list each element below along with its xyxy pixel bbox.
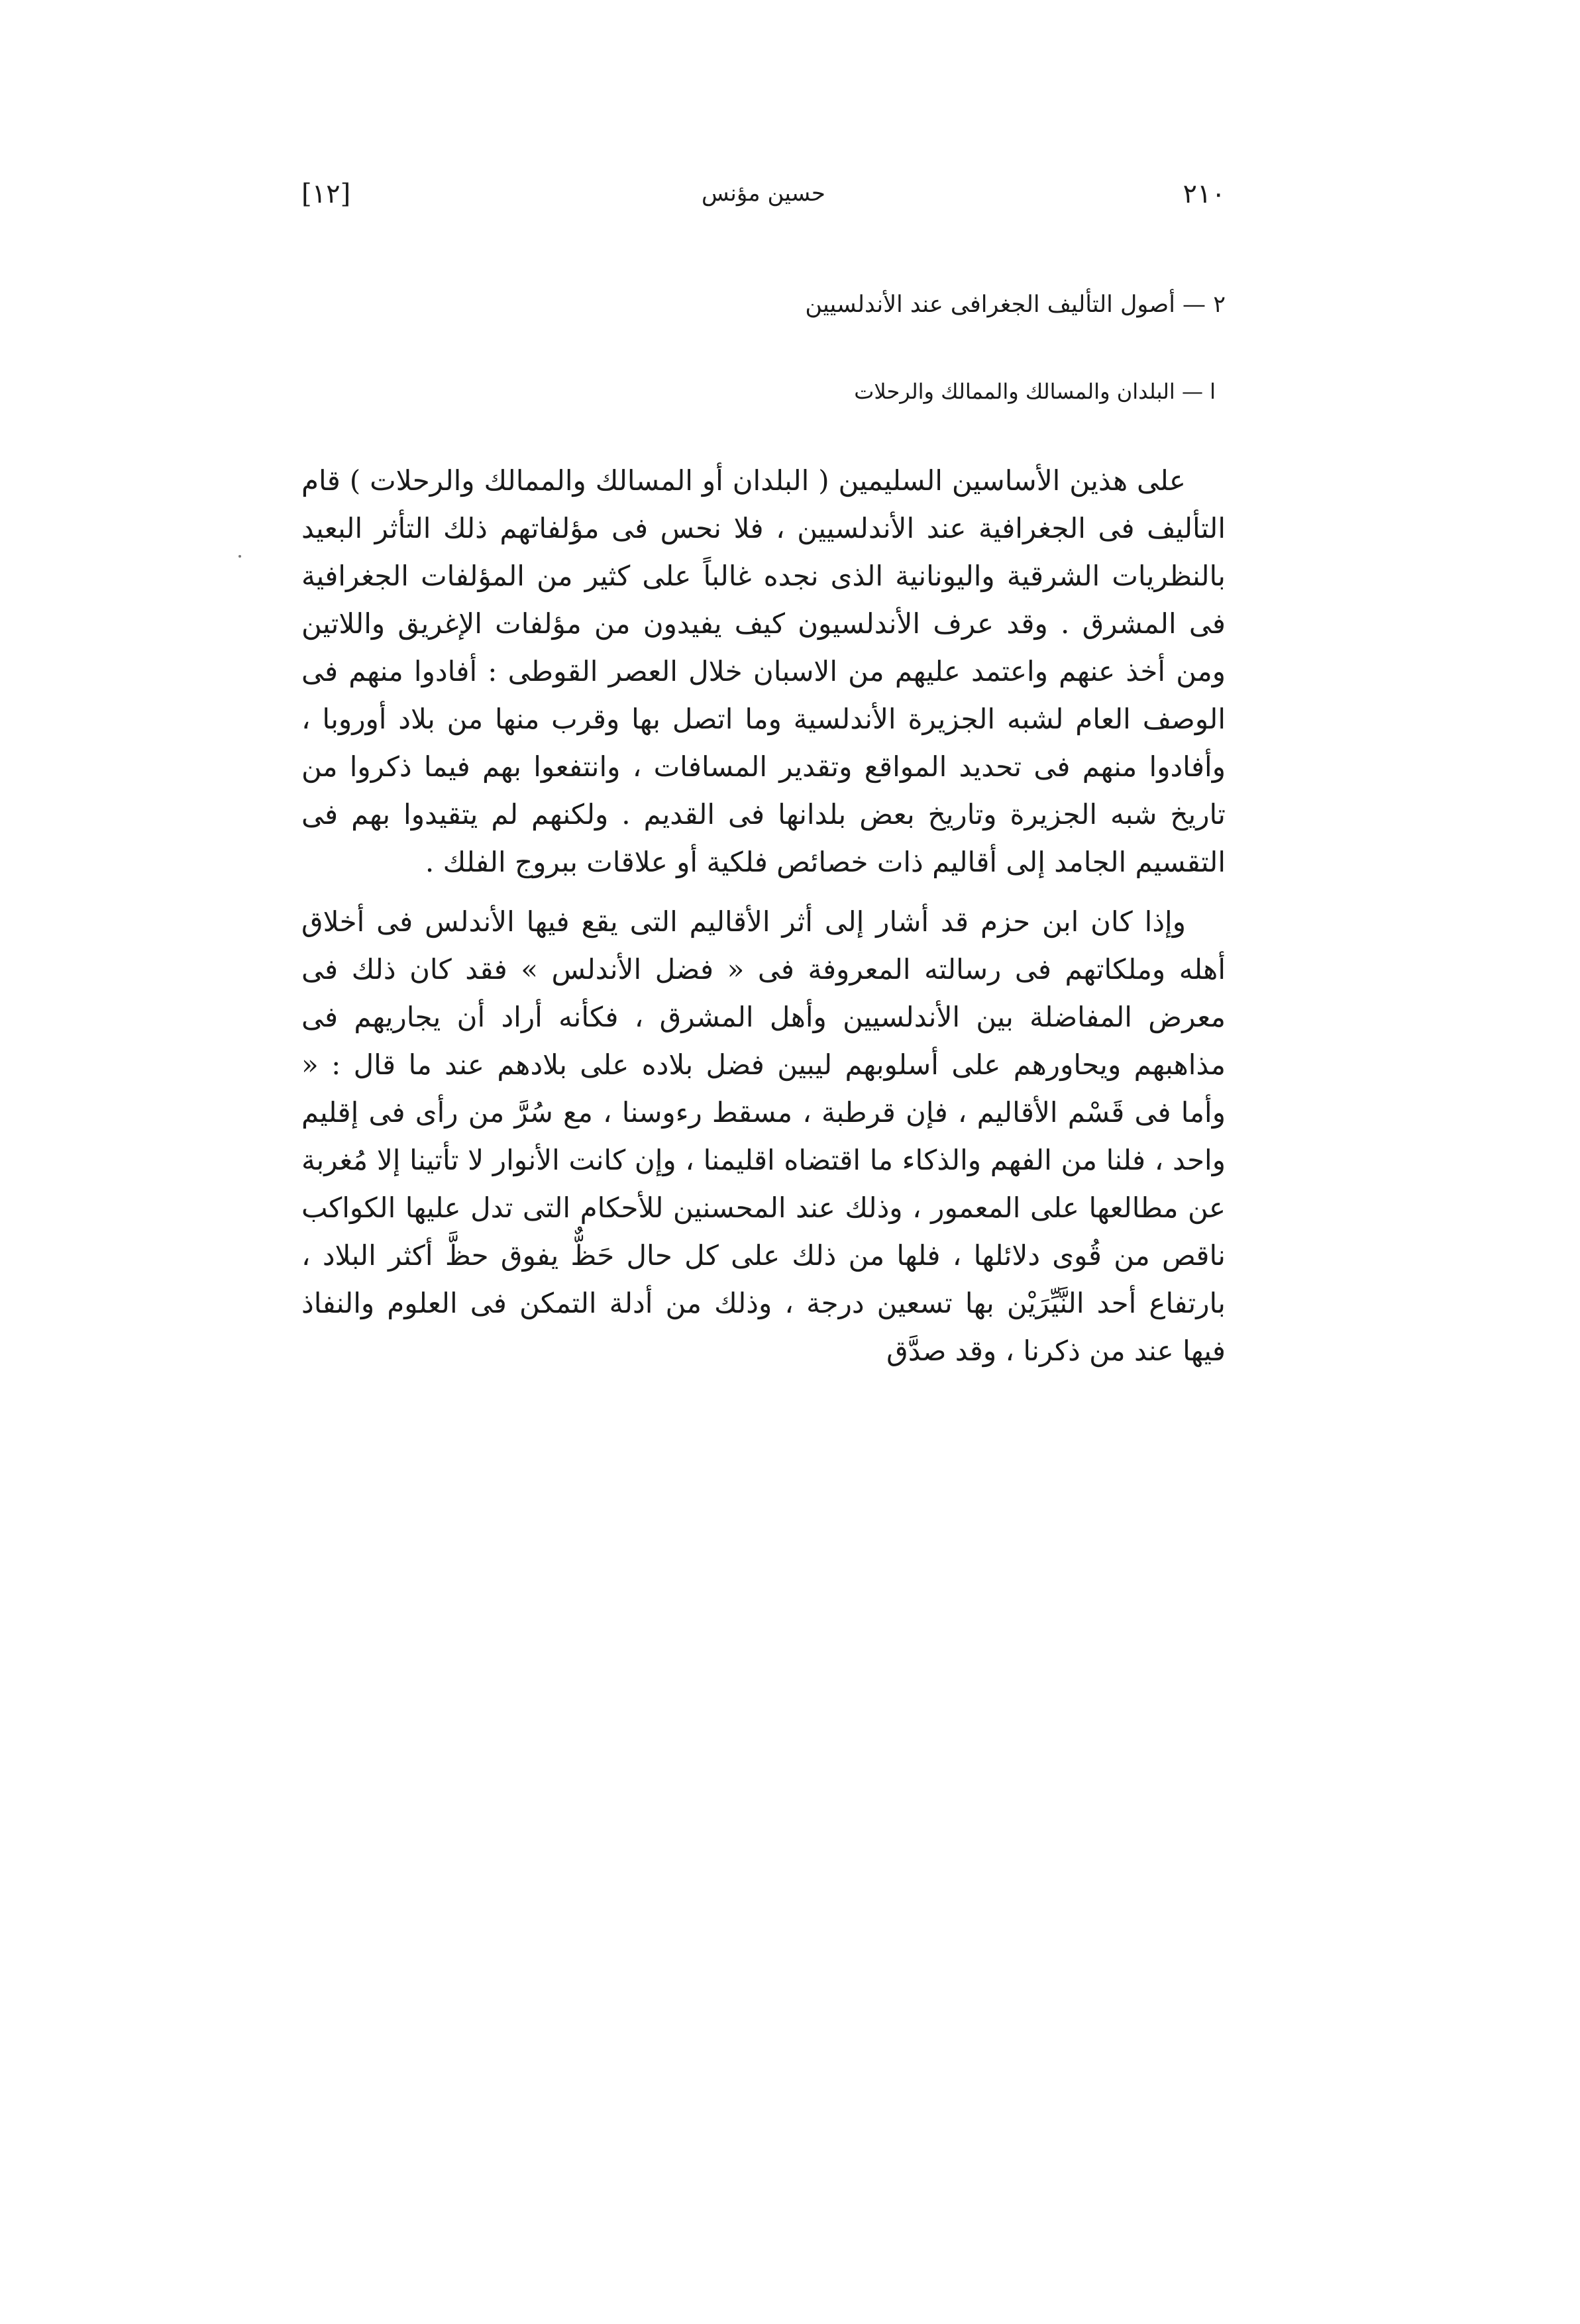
paragraph-1: على هذين الأساسين السليمين ( البلدان أو المسالك والممالك والرحلات ) قام التأليف فى الجغرافية عند الأندلسيين ، فلا نحس فى مؤلفاتهم ذلك التأثر البعيد بالنظريات الشرقية واليونانية الذى نجده غالباً على كثير من المؤلفات الجغرافية فى المشرق . وقد عرف الأندلسيون كيف يفيدون من مؤلفات الإغريق واللاتين ومن أخذ عنهم واعتمد عليهم من الاسبان خلال العصر القوطى : أفادوا منهم فى الوصف العام لشبه الجزيرة الأندلسية وما اتصل بها وقرب منها من بلاد أوروبا ، وأفادوا منهم فى تحديد المواقع وتقدير المسافات ، وانتفعوا بهم فيما ذكروا من تاريخ شبه الجزيرة وتاريخ بعض بلدانها فى القديم . ولكنهم لم يتقيدوا بهم فى التقسيم الجامد إلى أقاليم ذات خصائص فلكية أو علاقات ببروج الفلك . <box>301 464 1226 878</box>
section-heading: ٢ — أصول التأليف الجغرافى عند الأندلسيين <box>805 291 1226 318</box>
part-number: [١٢] <box>301 179 351 209</box>
page-number: ٢١٠ <box>1183 179 1226 209</box>
scan-speck <box>238 555 241 558</box>
subsection-heading: ا — البلدان والمسالك والممالك والرحلات <box>854 379 1216 404</box>
page-header <box>301 179 1226 225</box>
running-head-author: حسين مؤنس <box>702 180 825 207</box>
body-text <box>301 457 1226 1375</box>
paragraph-2: وإذا كان ابن حزم قد أشار إلى أثر الأقاليم التى يقع فيها الأندلس فى أخلاق أهله وملكاتهم فى رسالته المعروفة فى « فضل الأندلس » فقد كان ذلك فى معرض المفاضلة بين الأندلسيين وأهل المشرق ، فكأنه أراد أن يجاريهم فى مذاهبهم ويحاورهم على أسلوبهم ليبين فضل بلاده على بلادهم عند ما قال : « وأما فى قَسْم الأقاليم ، فإن قرطبة ، مسقط رءوسنا ، مع سُرَّ من رأى فى إقليم واحد ، فلنا من الفهم والذكاء ما اقتضاه اقليمنا ، وإن كانت الأنوار لا تأتينا إلا مُغربة عن مطالعها على المعمور ، وذلك عند المحسنين للأحكام التى تدل عليها الكواكب ناقص من قُوى دلائلها ، فلها من ذلك على كل حال حَظٌّ يفوق حظَّ أكثر البلاد ، بارتفاع أحد النَّيِّرَيْن بها تسعين درجة ، وذلك من أدلة التمكن فى العلوم والنفاذ فيها عند من ذكرنا ، وقد صدَّق <box>301 905 1226 1367</box>
